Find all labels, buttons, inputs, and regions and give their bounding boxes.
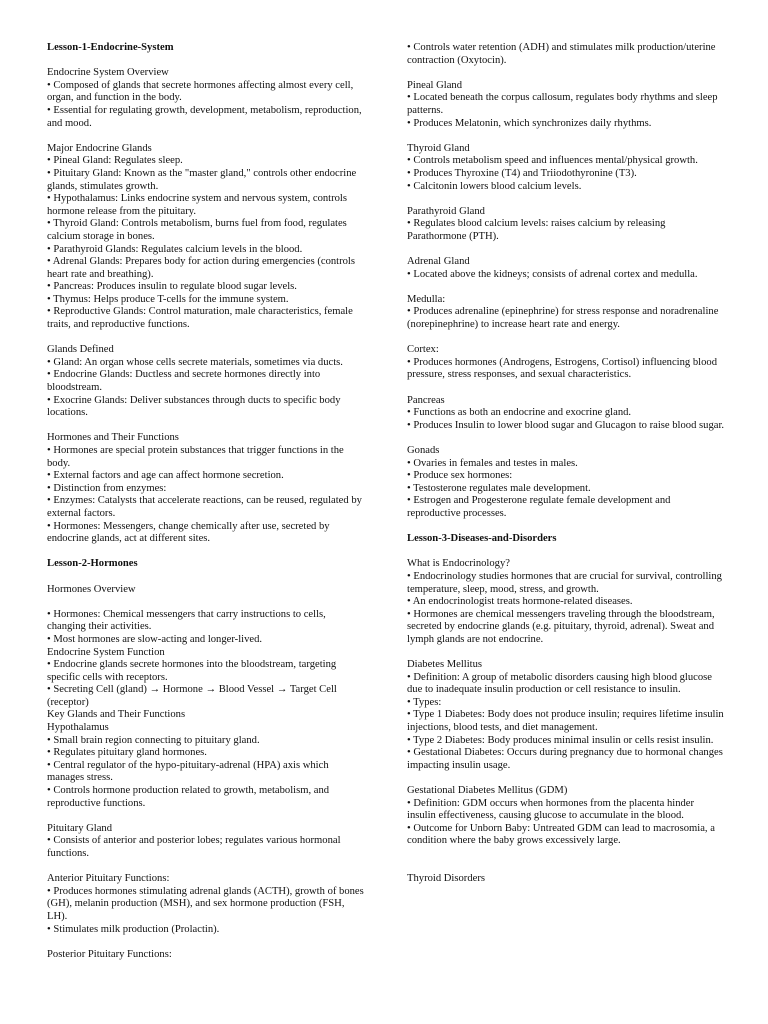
text-line: • Calcitonin lowers blood calcium levels. (407, 180, 582, 192)
spacer (407, 521, 725, 534)
text-line: • Produces hormones (Androgens, Estrogens, Cortisol) influencing blood pressure, stress responses, and sexual characteristics. (407, 356, 718, 381)
text-line: • Controls metabolism speed and influences mental/physical growth. (407, 155, 698, 167)
text-line: Major Endocrine Glands (47, 142, 152, 154)
text-line: Endocrine System Overview (47, 67, 169, 79)
spacer (407, 848, 725, 861)
text-line: • Produces Insulin to lower blood sugar and Glucagon to raise blood sugar. (407, 419, 725, 431)
text-line: • Located above the kidneys; consists of adrenal cortex and medulla. (407, 268, 698, 280)
text-line: • Reproductive Glands: Control maturation, male characteristics, female traits, and reproductive functions. (47, 306, 353, 331)
text-line: • Estrogen and Progesterone regulate female development and reproductive processes. (407, 495, 671, 519)
text-line: Diabetes Mellitus (407, 659, 483, 671)
text-line: • Located beneath the corpus callosum, regulates body rhythms and sleep patterns. (407, 92, 718, 116)
text-line: Endocrine System Function (47, 646, 165, 658)
text-line: • Enzymes: Catalysts that accelerate reactions, can be reused, regulated by external factors. (47, 495, 362, 519)
left-column (47, 42, 367, 961)
text-line: • Functions as both an endocrine and exocrine gland. (407, 407, 632, 419)
spacer (407, 382, 725, 395)
text-line: • Hormones: Messengers, change chemically after use, secreted by endocrine glands, act at different sites. (47, 520, 330, 545)
text-line: • Hormones are chemical messengers traveling through the bloodstream, secreted by endocrine glands (e.g. pituitary, thyroid, adrenal). Sweat and lymph glands are not endocrine. (407, 608, 715, 645)
spacer (47, 861, 367, 874)
spacer (407, 332, 725, 345)
text-line: • Definition: GDM occurs when hormones from the placenta hinder insulin effectiveness, causing glucose to accumulate in the blood. (407, 797, 695, 822)
text-line: • Endocrine glands secrete hormones into the bloodstream, targeting specific cells with receptors. (47, 659, 337, 683)
spacer (407, 281, 725, 294)
text-line: • Gland: An organ whose cells secrete materials, sometimes via ducts. (47, 356, 343, 368)
text-line: • Small brain region connecting to pituitary gland. (47, 734, 260, 746)
spacer (407, 67, 725, 80)
text-line: Key Glands and Their Functions (47, 709, 186, 721)
spacer (47, 596, 367, 609)
text-line: Hypothalamus (47, 722, 109, 734)
spacer (407, 546, 725, 559)
text-line: • Secreting Cell (gland) → Hormone → Blood Vessel → Target Cell (receptor) (47, 684, 337, 708)
spacer (407, 193, 725, 206)
text-line: What is Endocrinology? (407, 558, 510, 570)
text-line: Medulla: (407, 293, 446, 305)
spacer (47, 936, 367, 949)
text-line: Thyroid Disorders (407, 873, 485, 885)
text-line: • Consists of anterior and posterior lobes; regulates various hormonal functions. (47, 835, 341, 859)
spacer (47, 571, 367, 584)
lesson-heading: Lesson-1-Endocrine-System (47, 42, 174, 53)
text-line: Hormones Overview (47, 583, 136, 595)
lesson-heading: Lesson-3-Diseases-and-Disorders (407, 533, 557, 545)
text-line: • Produces Thyroxine (T4) and Triiodothyronine (T3). (407, 167, 637, 179)
text-line: • Composed of glands that secrete hormones affecting almost every cell, organ, and function in the body. (47, 79, 354, 104)
text-line: • Ovaries in females and testes in males. (407, 457, 578, 469)
text-line: • Outcome for Unborn Baby: Untreated GDM can lead to macrosomia, a condition where the baby grows excessively large. (407, 822, 715, 847)
text-line: • Hormones are special protein substances that trigger functions in the body. (47, 445, 344, 469)
spacer (47, 420, 367, 433)
text-line: Pituitary Gland (47, 822, 113, 834)
text-line: • Produces Melatonin, which synchronizes daily rhythms. (407, 117, 652, 129)
text-line: Thyroid Gland (407, 142, 470, 154)
text-line: • Controls water retention (ADH) and stimulates milk production/uterine contraction (Oxytocin). (407, 42, 716, 66)
text-line: • Parathyroid Glands: Regulates calcium levels in the blood. (47, 243, 303, 255)
text-line: • Controls hormone production related to growth, metabolism, and reproductive functions. (47, 785, 330, 809)
text-line: • Definition: A group of metabolic disorders causing high blood glucose due to inadequate insulin production or cell resistance to insulin. (407, 671, 712, 696)
text-line: Adrenal Gland (407, 256, 470, 268)
text-line: • Produces hormones stimulating adrenal glands (ACTH), growth of bones (GH), melanin production (MSH), and sex hormone production (FSH, LH). (47, 885, 364, 922)
text-line: Glands Defined (47, 344, 114, 356)
text-line: • Stimulates milk production (Prolactin). (47, 923, 220, 935)
right-column (407, 42, 725, 886)
text-line: • Hormones: Chemical messengers that carry instructions to cells, changing their activities. (47, 608, 326, 633)
text-line: • Type 2 Diabetes: Body produces minimal insulin or cells resist insulin. (407, 734, 714, 746)
text-line: • Produce sex hormones: (407, 470, 513, 482)
spacer (407, 772, 725, 785)
text-line: • Testosterone regulates male development. (407, 482, 591, 494)
lesson-heading: Lesson-2-Hormones (47, 558, 138, 570)
text-line: • External factors and age can affect hormone secretion. (47, 470, 284, 482)
text-line: • Thymus: Helps produce T-cells for the immune system. (47, 293, 289, 305)
text-line: • Essential for regulating growth, development, metabolism, reproduction, and mood. (47, 104, 362, 129)
text-line: • Endocrine Glands: Ductless and secrete hormones directly into bloodstream. (47, 369, 321, 394)
text-line: • Hypothalamus: Links endocrine system and nervous system, controls hormone release from the pituitary. (47, 193, 347, 217)
spacer (407, 432, 725, 445)
text-line: • Type 1 Diabetes: Body does not produce insulin; requires lifetime insulin injections, blood tests, and diet management. (407, 709, 724, 734)
text-line: • Gestational Diabetes: Occurs during pregnancy due to hormonal changes impacting insulin usage. (407, 747, 723, 771)
text-line: • Central regulator of the hypo-pituitary-adrenal (HPA) axis which manages stress. (47, 759, 329, 784)
text-line: Cortex: (407, 344, 439, 356)
text-line: • Thyroid Gland: Controls metabolism, burns fuel from food, regulates calcium storage in bones. (47, 218, 347, 242)
spacer (47, 130, 367, 143)
spacer (47, 332, 367, 345)
text-line: Gonads (407, 445, 440, 456)
text-line: • An endocrinologist treats hormone-related diseases. (407, 596, 633, 608)
text-line: • Pancreas: Produces insulin to regulate blood sugar levels. (47, 281, 297, 293)
spacer (407, 130, 725, 143)
text-line: Hormones and Their Functions (47, 432, 179, 444)
spacer (47, 810, 367, 823)
text-line: • Adrenal Glands: Prepares body for action during emergencies (controls heart rate and breathing). (47, 256, 355, 280)
text-line: Anterior Pituitary Functions: (47, 873, 170, 885)
text-line: Gestational Diabetes Mellitus (GDM) (407, 785, 568, 797)
text-line: • Regulates pituitary gland hormones. (47, 747, 207, 759)
spacer (407, 244, 725, 257)
text-line: Pancreas (407, 394, 445, 406)
text-line: • Distinction from enzymes: (47, 482, 167, 494)
spacer (47, 546, 367, 559)
text-line: • Exocrine Glands: Deliver substances through ducts to specific body locations. (47, 394, 341, 419)
spacer (407, 861, 725, 874)
text-line: Pineal Gland (407, 79, 463, 91)
text-line: • Pituitary Gland: Known as the "master gland," controls other endocrine glands, stimulates growth. (47, 167, 357, 192)
spacer (407, 647, 725, 660)
text-line: • Endocrinology studies hormones that are crucial for survival, controlling temperature, sleep, mood, stress, and growth. (407, 570, 722, 595)
text-line: • Most hormones are slow-acting and longer-lived. (47, 633, 263, 645)
text-line: • Types: (407, 696, 442, 708)
spacer (47, 55, 367, 68)
text-line: Parathyroid Gland (407, 205, 485, 217)
text-line: Posterior Pituitary Functions: (47, 948, 172, 960)
text-line: • Regulates blood calcium levels: raises calcium by releasing Parathormone (PTH). (407, 218, 666, 242)
text-line: • Produces adrenaline (epinephrine) for stress response and noradrenaline (norepinephrine) to increase heart rate and energy. (407, 306, 719, 331)
text-line: • Pineal Gland: Regulates sleep. (47, 155, 183, 167)
